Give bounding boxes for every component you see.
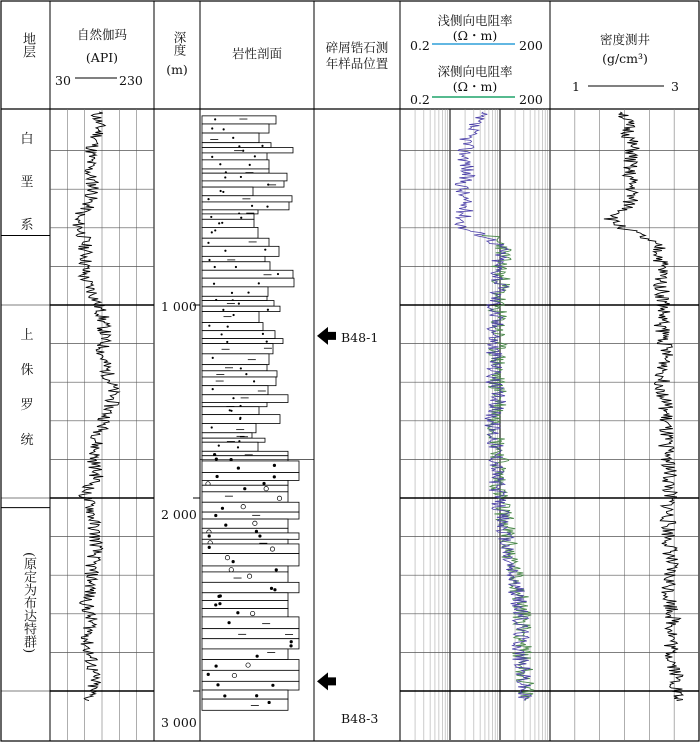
shallow-res-min-label: 0.2: [410, 38, 430, 53]
stratum-char: 上: [20, 328, 34, 343]
sand-dot: [268, 701, 271, 704]
sand-dot: [224, 524, 227, 527]
sand-dot: [262, 482, 265, 485]
sand-dot: [212, 357, 214, 359]
sand-dot: [261, 145, 263, 147]
sand-dot: [238, 302, 240, 304]
sand-dot: [223, 694, 226, 697]
sand-dot: [255, 694, 258, 697]
lithology-bed: [202, 344, 273, 354]
lithology-column: [202, 116, 299, 710]
sand-dot: [224, 176, 226, 178]
lithology-bed: [202, 278, 294, 287]
lithology-bed: [202, 331, 275, 339]
sample-label: B48-1: [341, 330, 379, 345]
lithology-bed: [202, 539, 288, 544]
sand-dot: [221, 333, 223, 335]
sand-dot: [207, 198, 209, 200]
sand-dot: [221, 507, 224, 510]
lithology-bed: [202, 402, 267, 406]
sand-dot: [211, 156, 213, 158]
lithology-bed: [202, 629, 299, 639]
lithology-bed: [202, 312, 259, 323]
sand-dot: [240, 176, 242, 178]
sand-dot: [210, 216, 212, 218]
stratum-char: 统: [20, 433, 34, 448]
sand-dot: [214, 266, 216, 268]
lithology-bed: [202, 214, 254, 219]
gamma-min-label: 30: [55, 73, 71, 88]
lithology-bed: [202, 617, 299, 629]
sand-dot: [212, 388, 214, 390]
density-curve: [604, 112, 683, 701]
sand-dot: [237, 446, 239, 448]
stratum-char: 垩: [20, 175, 34, 190]
lithology-bed: [202, 270, 293, 278]
sand-dot: [208, 546, 211, 549]
sand-dot: [219, 163, 221, 165]
sand-dot: [247, 291, 249, 293]
sand-dot: [267, 184, 269, 186]
sand-dot: [216, 683, 219, 686]
sample-arrow: [317, 672, 336, 690]
lithology-bed: [202, 133, 259, 143]
lithology-bed: [202, 181, 284, 187]
lithology-bed: [202, 386, 268, 395]
lithology-bed: [202, 143, 271, 148]
sand-dot: [221, 222, 223, 224]
lithology-bed: [202, 639, 299, 649]
sand-dot: [207, 673, 210, 676]
lithology-bed: [202, 461, 299, 473]
sand-dot: [243, 487, 246, 490]
gamma-max-label: 230: [119, 73, 143, 88]
sand-dot: [235, 266, 237, 268]
sand-dot: [255, 530, 258, 533]
lithology-bed: [202, 699, 288, 710]
lithology-bed: [202, 354, 269, 365]
deep-res-unit: (Ω・m): [452, 79, 498, 94]
deep-res-min-label: 0.2: [410, 92, 430, 107]
stratum-char: 系: [20, 218, 34, 233]
lithology-bed: [202, 323, 263, 331]
sand-dot: [211, 231, 213, 233]
sand-dot: [240, 217, 242, 219]
lithology-bed: [202, 377, 276, 386]
sand-dot: [211, 426, 213, 428]
sand-dot: [213, 283, 215, 285]
stratum-label-1: [19, 324, 35, 448]
stratum-label-2: (原定为布达特群): [21, 552, 36, 654]
stratum-char: 侏: [20, 363, 34, 378]
sand-dot: [253, 380, 255, 382]
sand-dot: [232, 137, 234, 139]
density-unit: (g/cm³): [602, 51, 648, 66]
lithology-bed: [202, 649, 288, 660]
sand-dot: [256, 655, 259, 658]
sand-dot: [226, 341, 228, 343]
stratum-label-0: [19, 128, 35, 233]
lithology-bed: [202, 148, 293, 153]
lithology-bed: [202, 528, 288, 533]
sand-dot: [267, 309, 269, 311]
sand-dot: [214, 229, 216, 231]
sand-dot: [222, 309, 224, 311]
sand-dot: [273, 464, 276, 467]
sand-dot: [232, 397, 234, 399]
lithology-bed: [202, 480, 288, 485]
lithology-bed: [202, 339, 283, 344]
sand-dot: [258, 534, 261, 537]
zircon-header-line1: 碎屑锆石测: [325, 40, 389, 55]
sand-dot: [232, 314, 234, 316]
lithology-bed: [202, 371, 277, 377]
sand-dot: [216, 475, 219, 478]
lithology-bed: [202, 246, 279, 256]
sand-dot: [230, 410, 232, 412]
sand-dot: [222, 191, 224, 193]
depth-tick-label: 3 000: [161, 715, 197, 730]
sand-dot: [239, 418, 241, 420]
sand-dot: [214, 603, 217, 606]
lithology-bed: [202, 296, 267, 300]
sand-dot: [271, 684, 274, 687]
shallow-res-max-label: 200: [519, 38, 543, 53]
sand-dot: [218, 602, 221, 605]
lithology-bed: [202, 502, 299, 512]
lithology-bed: [202, 424, 256, 433]
sand-dot: [215, 664, 218, 667]
sand-dot: [251, 205, 253, 207]
sample-label: B48-3: [341, 711, 379, 726]
sand-dot: [232, 560, 235, 563]
sand-dot: [237, 466, 240, 469]
sand-dot: [236, 611, 239, 614]
lithology-bed: [202, 173, 287, 181]
lithology-bed: [202, 544, 299, 554]
sand-dot: [207, 242, 209, 244]
sand-dot: [219, 594, 222, 597]
lithology-bed: [202, 169, 269, 173]
gamma-curve: [73, 112, 119, 701]
gamma-unit: (API): [85, 50, 119, 65]
lithology-bed: [202, 433, 252, 438]
gamma-title: 自然伽玛: [76, 27, 127, 42]
lithology-bed: [202, 582, 299, 592]
sand-dot: [208, 325, 210, 327]
lithology-bed: [202, 160, 269, 169]
sand-dot: [262, 333, 264, 335]
sand-dot: [245, 373, 247, 375]
deep-res-max-label: 200: [519, 92, 543, 107]
sand-dot: [208, 259, 210, 261]
sand-dot: [266, 341, 268, 343]
lithology-bed: [202, 395, 288, 403]
sand-dot: [223, 128, 225, 130]
sand-dot: [240, 367, 242, 369]
lithology-bed: [202, 219, 254, 227]
density-max-label: 3: [671, 79, 679, 94]
lithology-bed: [202, 519, 288, 528]
sand-dot: [266, 206, 268, 208]
lithology-bed: [202, 365, 267, 371]
sand-dot: [215, 457, 218, 460]
sand-dot: [270, 587, 273, 590]
sand-dot: [264, 249, 266, 251]
sand-dot: [218, 444, 220, 446]
sand-dot: [273, 475, 276, 478]
lithology-bed: [202, 492, 288, 502]
lithology-bed: [202, 116, 276, 124]
lithology-bed: [202, 554, 299, 566]
sand-dot: [289, 644, 292, 647]
zircon-header-line2: 年样品位置: [325, 56, 389, 71]
lithology-bed: [202, 670, 299, 681]
sand-dot: [273, 588, 276, 591]
sand-dot: [258, 282, 260, 284]
depth-tick-label: 1 000: [161, 299, 197, 314]
density-min-label: 1: [572, 79, 580, 94]
lithology-bed: [202, 187, 253, 196]
sand-dot: [231, 292, 233, 294]
sand-dot: [218, 222, 220, 224]
lithology-bed: [202, 681, 299, 690]
sample-arrow: [317, 327, 336, 345]
stratum-header: 地层: [20, 32, 35, 58]
lithology-bed: [202, 442, 258, 451]
lithology-bed: [202, 202, 289, 210]
shallow-res-curve: [455, 112, 531, 701]
shallow-res-unit: (Ω・m): [452, 28, 498, 43]
lithology-bed: [202, 533, 299, 539]
depth-header: 深度: [172, 31, 187, 56]
stratum-char: 白: [20, 132, 34, 147]
density-title: 密度测井: [599, 32, 650, 47]
deep-res-title: 深侧向电阻率: [437, 64, 513, 79]
sand-dot: [208, 534, 211, 537]
lithology-bed: [202, 227, 258, 238]
lithology-bed: [202, 287, 268, 296]
sand-dot: [220, 190, 222, 192]
sand-dot: [214, 118, 216, 120]
sand-dot: [242, 150, 244, 152]
sand-dot: [254, 155, 256, 157]
sand-dot: [249, 164, 251, 166]
lithology-bed: [202, 609, 288, 617]
shallow-res-title: 浅侧向电阻率: [437, 13, 513, 28]
lithology-bed: [202, 238, 269, 246]
lithology-bed: [202, 256, 265, 261]
lithology-bed: [202, 593, 288, 601]
depth-unit: (m): [166, 62, 188, 77]
lithology-bed: [202, 456, 288, 461]
lithology-header: 岩性剖面: [231, 46, 282, 61]
sand-dot: [211, 127, 213, 129]
lithology-bed: [202, 690, 288, 699]
sand-dot: [227, 621, 230, 624]
sand-dot: [224, 250, 226, 252]
stratum-char: 罗: [20, 398, 34, 413]
sand-dot: [290, 640, 293, 643]
sand-dot: [277, 273, 279, 275]
sand-dot: [214, 514, 217, 517]
sand-dot: [275, 568, 278, 571]
depth-tick-label: 2 000: [161, 507, 197, 522]
lithology-bed: [202, 572, 288, 582]
sand-dot: [227, 326, 229, 328]
